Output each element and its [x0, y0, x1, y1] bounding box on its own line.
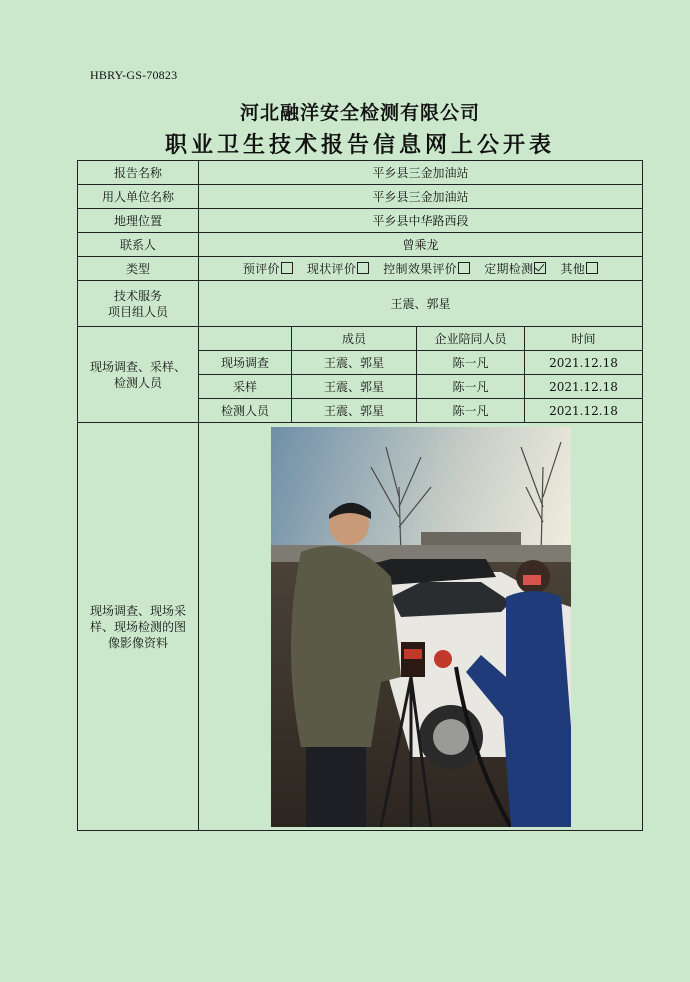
contact-label: 联系人: [78, 233, 199, 257]
survey-escort: 陈一凡: [417, 351, 525, 375]
page-title: 职业卫生技术报告信息网上公开表: [164, 132, 555, 158]
site-photo: [271, 427, 571, 827]
row-images: [78, 423, 643, 831]
report-table: [77, 160, 643, 831]
survey-date: 2021.12.18: [525, 399, 643, 423]
type-option-periodic: [484, 262, 546, 276]
type-option-label: 预评价: [242, 261, 280, 276]
team-value: 王震、郭星: [199, 281, 643, 327]
images-label-line: 样、现场检测的图: [89, 619, 186, 634]
type-options: [199, 257, 643, 281]
row-employer-name: [78, 185, 643, 209]
checkbox-icon[interactable]: [586, 262, 598, 274]
document-code: HBRY-GS-70823: [90, 68, 178, 82]
type-option-current: [307, 262, 369, 276]
survey-escort: 陈一凡: [417, 399, 525, 423]
images-label: [78, 423, 199, 831]
survey-header-empty: [199, 327, 292, 351]
survey-header-row: [78, 327, 643, 351]
team-label-line: 技术服务: [113, 288, 162, 303]
checkbox-checked-icon[interactable]: [534, 262, 546, 274]
survey-header-members: 成员: [292, 327, 417, 351]
images-label-line: 现场调查、现场采: [89, 603, 186, 618]
row-location: [78, 209, 643, 233]
row-report-name: [78, 161, 643, 185]
survey-date: 2021.12.18: [525, 375, 643, 399]
team-label: [78, 281, 199, 327]
survey-label: [78, 327, 199, 423]
type-option-other: [561, 262, 599, 276]
survey-label-line: 检测人员: [113, 375, 162, 390]
survey-task: 采样: [199, 375, 292, 399]
type-option-label: 现状评价: [306, 261, 357, 276]
checkbox-icon[interactable]: [281, 262, 293, 274]
report-name-label: 报告名称: [78, 161, 199, 185]
company-name: 河北融洋安全检测有限公司: [239, 102, 480, 124]
type-option-control: [383, 262, 470, 276]
employer-name-label: 用人单位名称: [78, 185, 199, 209]
checkbox-icon[interactable]: [458, 262, 470, 274]
checkbox-icon[interactable]: [357, 262, 369, 274]
survey-members: 王震、郭星: [292, 375, 417, 399]
survey-header-escort: 企业陪同人员: [417, 327, 525, 351]
survey-members: 王震、郭星: [292, 399, 417, 423]
survey-escort: 陈一凡: [417, 375, 525, 399]
survey-task: 现场调查: [199, 351, 292, 375]
type-option-label: 定期检测: [484, 261, 534, 276]
survey-members: 王震、郭星: [292, 351, 417, 375]
row-team: [78, 281, 643, 327]
employer-name-value: 平乡县三金加油站: [199, 185, 643, 209]
location-label: 地理位置: [78, 209, 199, 233]
images-label-line: 像影像资料: [107, 635, 168, 650]
survey-task: 检测人员: [199, 399, 292, 423]
type-option-label: 控制效果评价: [383, 261, 458, 276]
contact-value: 曾乘龙: [199, 233, 643, 257]
survey-header-time: 时间: [525, 327, 643, 351]
survey-date: 2021.12.18: [525, 351, 643, 375]
location-value: 平乡县中华路西段: [199, 209, 643, 233]
row-type: [78, 257, 643, 281]
team-label-line: 项目组人员: [107, 304, 168, 319]
type-option-label: 其他: [560, 261, 586, 276]
images-cell: [199, 423, 643, 831]
report-name-value: 平乡县三金加油站: [199, 161, 643, 185]
row-contact: [78, 233, 643, 257]
survey-label-line: 现场调查、采样、: [89, 359, 186, 374]
type-option-pre: [243, 262, 293, 276]
type-label: 类型: [78, 257, 199, 281]
